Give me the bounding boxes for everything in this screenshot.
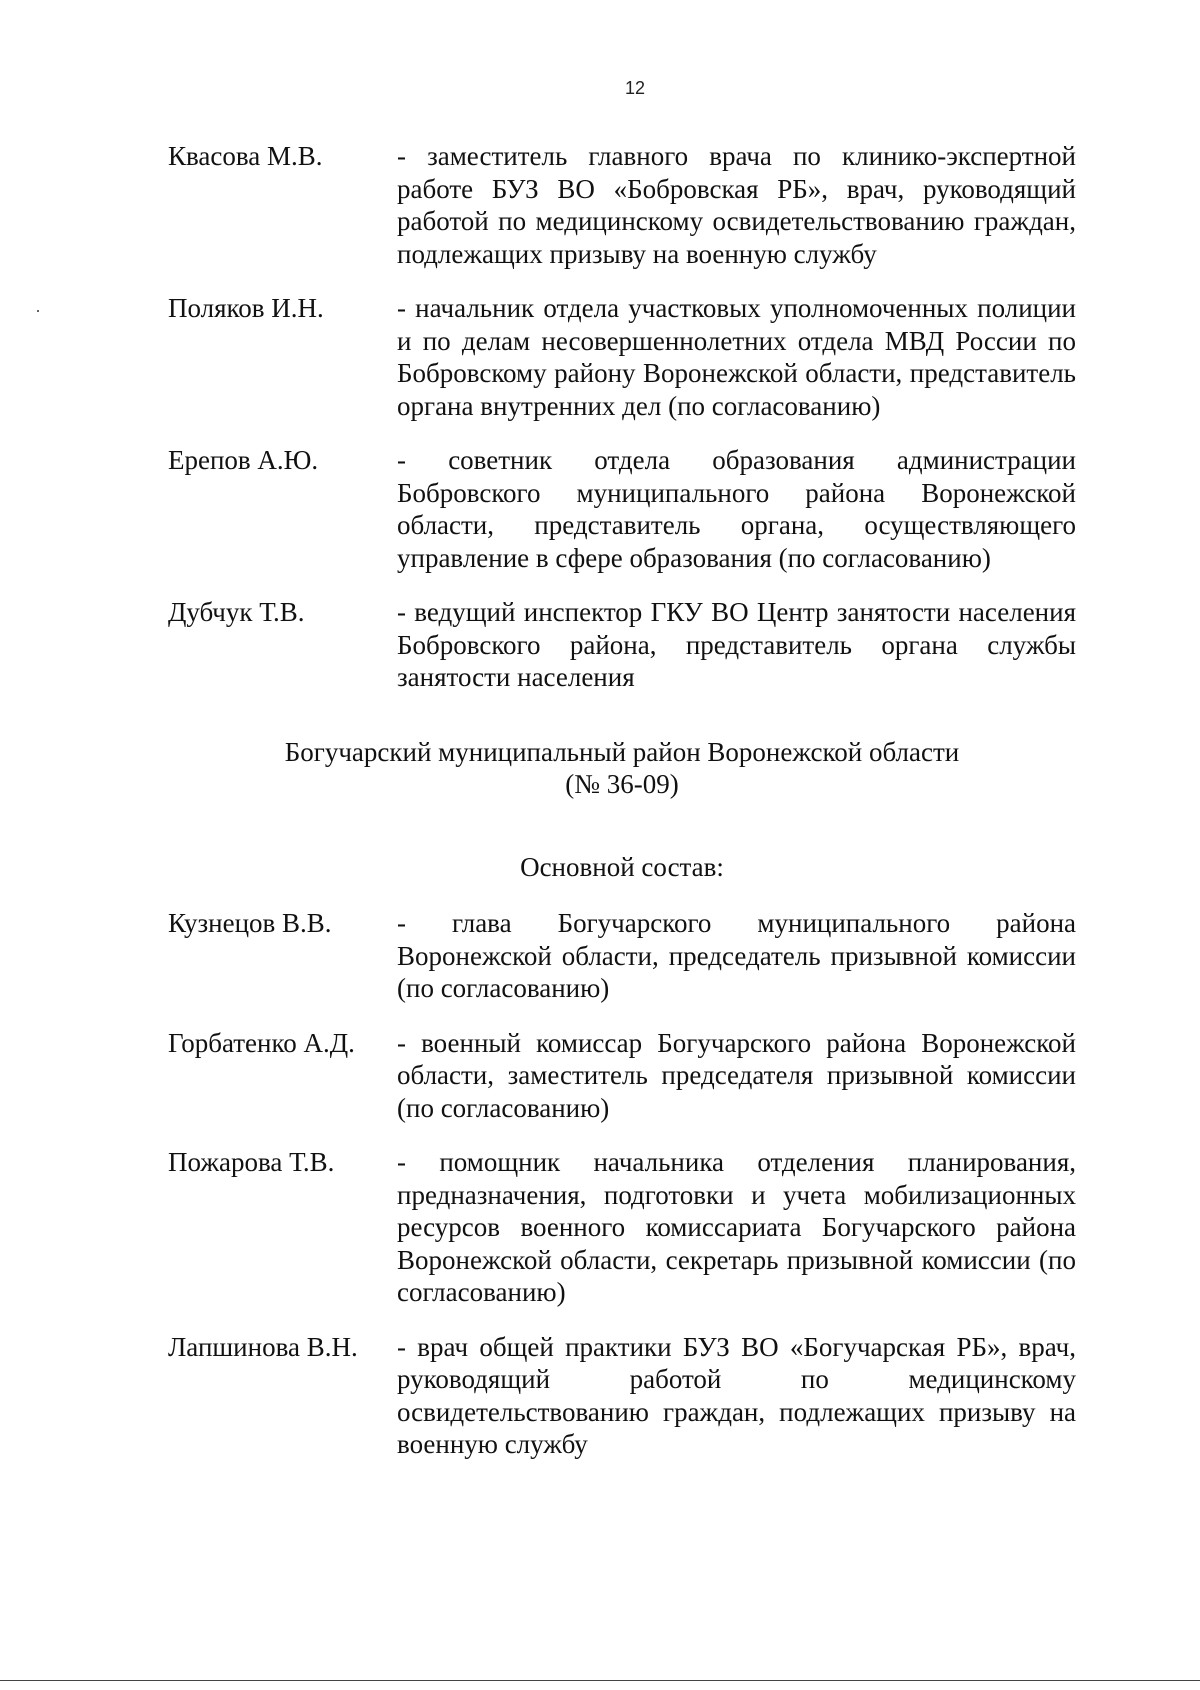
member-entry [168,444,1076,574]
member-name: Кузнецов В.В. [168,908,332,938]
scan-artifact-dot [37,310,39,312]
district-number: (№ 36-09) [565,769,679,799]
member-role: - советник отдела образования администрации Бобровского муниципального района Воронежской области, представитель органа, осуществляющего управление в сфере образования (по согласованию) [397,445,1076,573]
member-entry [168,292,1076,422]
member-name: Пожарова Т.В. [168,1147,335,1177]
subsection-title: Основной состав: [520,851,724,882]
member-role: - заместитель главного врача по клинико-экспертной работе БУЗ ВО «Бобровская РБ», врач, руководящий работой по медицинскому освидетельствованию граждан, подлежащих призыву на военную службу [397,141,1076,269]
document-body [168,140,1076,1483]
member-role: - военный комиссар Богучарского района Воронежской области, заместитель председателя призывной комиссии (по согласованию) [397,1027,1076,1123]
member-role: - начальник отдела участковых уполномоченных полиции и по делам несовершеннолетних отдела МВД России по Бобровскому району Воронежской области, представитель органа внутренних дел (по согласованию) [397,293,1076,421]
member-entry [168,907,1076,1005]
member-name: Лапшинова В.Н. [168,1331,358,1362]
member-entry [168,1146,1076,1309]
page-number: 12 [624,78,646,98]
member-name: Квасова М.В. [168,141,323,171]
member-role: - врач общей практики БУЗ ВО «Богучарская РБ», врач, руководящий работой по медицинскому освидетельствованию граждан, подлежащих призыву на военную службу [397,1331,1076,1459]
member-role: - помощник начальника отделения планирования, предназначения, подготовки и учета мобилизационных ресурсов военного комиссариата Богучарского района Воронежской области, секретарь призывной комиссии (по согласованию) [397,1147,1076,1307]
member-entry [168,1331,1076,1461]
member-name: Дубчук Т.В. [168,597,305,627]
member-name: Поляков И.Н. [168,293,324,323]
member-name: Ерепов А.Ю. [168,445,319,475]
member-entry [168,596,1076,694]
member-role: - глава Богучарского муниципального района Воронежской области, председатель призывной комиссии (по согласованию) [397,908,1076,1003]
district-heading [168,736,1076,801]
member-role: - ведущий инспектор ГКУ ВО Центр занятости населения Бобровского района, представитель органа службы занятости населения [397,597,1076,692]
member-entry [168,140,1076,270]
page-bottom-rule [0,1680,1200,1681]
district-title: Богучарский муниципальный район Воронежской области [284,736,960,767]
member-name: Горбатенко А.Д. [168,1027,355,1058]
member-entry [168,1027,1076,1125]
